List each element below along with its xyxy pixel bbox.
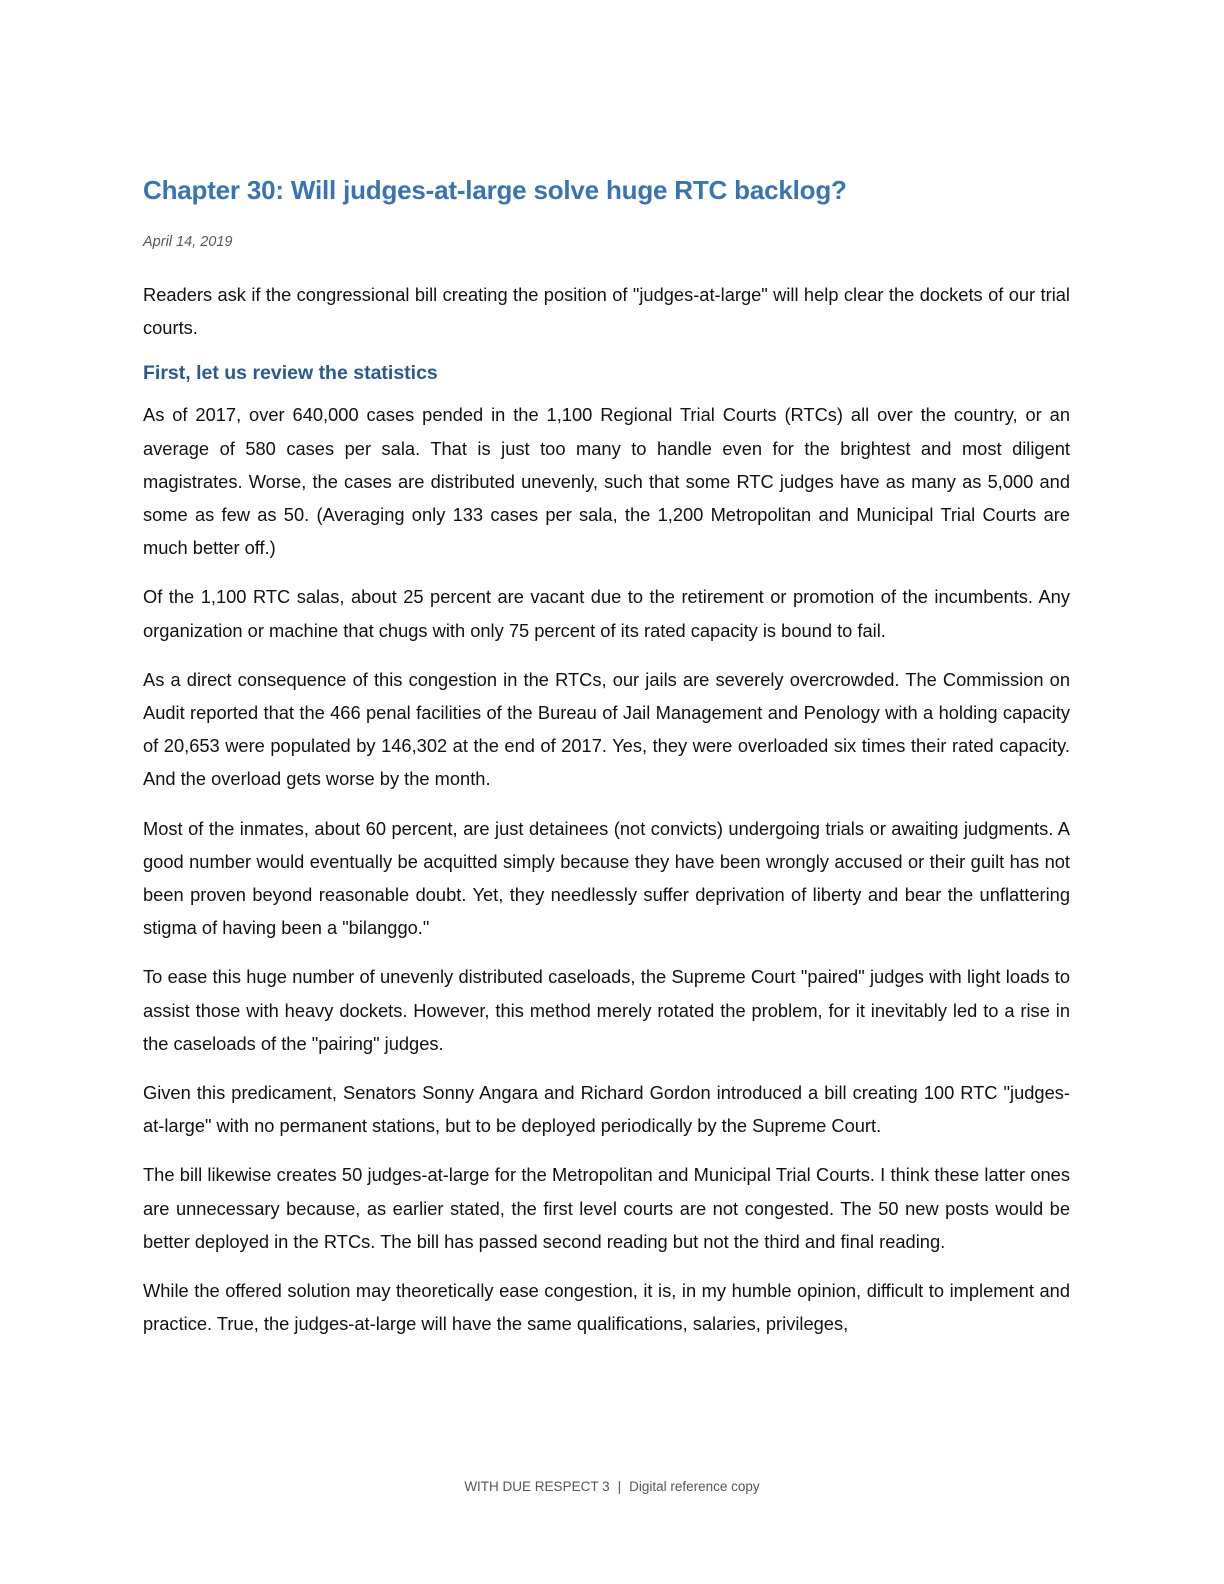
footer-note: Digital reference copy	[629, 1479, 760, 1494]
page-footer	[0, 1479, 1224, 1494]
intro-paragraph: Readers ask if the congressional bill creating the position of "judges-at-large" will help clear the dockets of our trial courts.	[143, 284, 1070, 339]
body-paragraph: Given this predicament, Senators Sonny Angara and Richard Gordon introduced a bill creating 100 RTC "judges-at-large" with no permanent stations, but to be deployed periodically by the Supreme Court.	[143, 1082, 1070, 1137]
publish-date: April 14, 2019	[143, 234, 233, 250]
body-paragraph: As a direct consequence of this congestion in the RTCs, our jails are severely overcrowded. The Commission on Audit reported that the 466 penal facilities of the Bureau of Jail Management and Penology with a holding capacity of 20,653 were populated by 146,302 at the end of 2017. Yes, they were overloaded six times their rated capacity. And the overload gets worse by the month.	[143, 668, 1070, 790]
chapter-title: Chapter 30: Will judges-at-large solve huge RTC backlog?	[143, 175, 847, 205]
footer-separator: |	[617, 1479, 622, 1494]
body-paragraph: Of the 1,100 RTC salas, about 25 percent are vacant due to the retirement or promotion of the incumbents. Any organization or machine that chugs with only 75 percent of its rated capacity is bound to fail.	[143, 586, 1070, 641]
section-heading: First, let us review the statistics	[143, 362, 438, 385]
body-paragraph: As of 2017, over 640,000 cases pended in the 1,100 Regional Trial Courts (RTCs) all over the country, or an average of 580 cases per sala. That is just too many to handle even for the brightest and most diligent magistrates. Worse, the cases are distributed unevenly, such that some RTC judges have as many as 5,000 and some as few as 50. (Averaging only 133 cases per sala, the 1,200 Metropolitan and Municipal Trial Courts are much better off.)	[143, 404, 1070, 559]
body-paragraph: While the offered solution may theoretically ease congestion, it is, in my humble opinion, difficult to implement and practice. True, the judges-at-large will have the same qualifications, salaries, privileges,	[143, 1280, 1070, 1335]
body-paragraph: The bill likewise creates 50 judges-at-large for the Metropolitan and Municipal Trial Courts. I think these latter ones are unnecessary because, as earlier stated, the first level courts are not congested. The 50 new posts would be better deployed in the RTCs. The bill has passed second reading but not the third and final reading.	[143, 1164, 1070, 1252]
document-page	[143, 172, 1070, 1356]
footer-book-title: WITH DUE RESPECT 3	[464, 1479, 610, 1494]
body-paragraph: Most of the inmates, about 60 percent, are just detainees (not convicts) undergoing trials or awaiting judgments. A good number would eventually be acquitted simply because they have been wrongly accused or their guilt has not been proven beyond reasonable doubt. Yet, they needlessly suffer deprivation of liberty and bear the unflattering stigma of having been a "bilanggo."	[143, 817, 1070, 939]
body-paragraph: To ease this huge number of unevenly distributed caseloads, the Supreme Court "paired" judges with light loads to assist those with heavy dockets. However, this method merely rotated the problem, for it inevitably led to a rise in the caseloads of the "pairing" judges.	[143, 966, 1070, 1054]
